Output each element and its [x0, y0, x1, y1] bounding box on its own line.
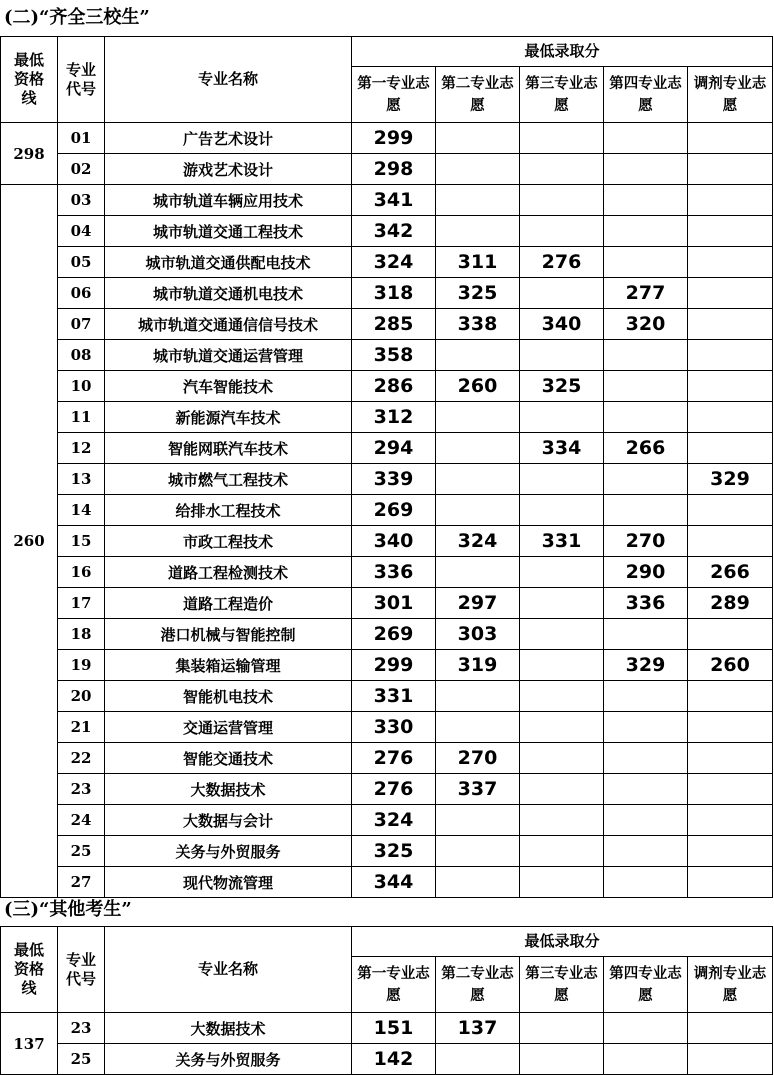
- major-code: 13: [58, 464, 105, 495]
- score-pref-1: 331: [352, 681, 436, 712]
- table-row: [1, 495, 773, 526]
- table-row: [1, 867, 773, 898]
- table-row: [1, 526, 773, 557]
- score-pref-5: [688, 371, 773, 402]
- header-min-score-group: 最低录取分: [352, 37, 773, 67]
- score-pref-2: 260: [436, 371, 520, 402]
- table-row: [1, 123, 773, 154]
- score-pref-1: 301: [352, 588, 436, 619]
- table-row: [1, 805, 773, 836]
- score-pref-5: [688, 712, 773, 743]
- score-pref-5: [688, 774, 773, 805]
- section-3-title: (三)“其他考生”: [4, 899, 132, 920]
- score-pref-4: [604, 464, 688, 495]
- major-name: 给排水工程技术: [105, 495, 352, 526]
- table-row: [1, 1044, 773, 1075]
- score-pref-4: [604, 712, 688, 743]
- score-pref-4: 270: [604, 526, 688, 557]
- score-pref-3: 276: [520, 247, 604, 278]
- score-pref-1: 325: [352, 836, 436, 867]
- score-pref-1: 151: [352, 1013, 436, 1044]
- score-pref-2: [436, 123, 520, 154]
- score-pref-4: [604, 216, 688, 247]
- score-pref-1: 294: [352, 433, 436, 464]
- score-pref-5: [688, 681, 773, 712]
- score-pref-2: [436, 340, 520, 371]
- table-row: [1, 371, 773, 402]
- score-pref-1: 330: [352, 712, 436, 743]
- major-code: 10: [58, 371, 105, 402]
- score-pref-2: 311: [436, 247, 520, 278]
- score-pref-4: [604, 495, 688, 526]
- score-pref-5: [688, 836, 773, 867]
- major-code: 23: [58, 1013, 105, 1044]
- score-pref-2: [436, 216, 520, 247]
- major-name: 城市轨道交通运营管理: [105, 340, 352, 371]
- score-pref-2: 319: [436, 650, 520, 681]
- score-pref-3: [520, 340, 604, 371]
- table-row: [1, 650, 773, 681]
- table-row: [1, 247, 773, 278]
- score-pref-2: 325: [436, 278, 520, 309]
- score-pref-3: [520, 185, 604, 216]
- score-pref-4: [604, 340, 688, 371]
- score-pref-2: [436, 185, 520, 216]
- score-pref-4: 329: [604, 650, 688, 681]
- major-name: 城市轨道交通通信信号技术: [105, 309, 352, 340]
- major-code: 15: [58, 526, 105, 557]
- score-pref-3: [520, 774, 604, 805]
- score-pref-3: [520, 681, 604, 712]
- score-pref-2: [436, 154, 520, 185]
- major-name: 智能机电技术: [105, 681, 352, 712]
- header-min-line: 最低资格线: [1, 927, 58, 1013]
- major-name: 现代物流管理: [105, 867, 352, 898]
- score-pref-1: 358: [352, 340, 436, 371]
- score-pref-1: 276: [352, 743, 436, 774]
- score-pref-3: [520, 402, 604, 433]
- section-3-table: [0, 926, 773, 1075]
- major-name: 大数据与会计: [105, 805, 352, 836]
- score-pref-5: [688, 216, 773, 247]
- major-code: 25: [58, 1044, 105, 1075]
- major-code: 21: [58, 712, 105, 743]
- score-pref-4: [604, 619, 688, 650]
- major-code: 07: [58, 309, 105, 340]
- score-pref-5: [688, 867, 773, 898]
- score-pref-4: 277: [604, 278, 688, 309]
- score-pref-2: 137: [436, 1013, 520, 1044]
- header-min-score-group: 最低录取分: [352, 927, 773, 957]
- table-row: [1, 464, 773, 495]
- score-pref-3: [520, 805, 604, 836]
- major-code: 27: [58, 867, 105, 898]
- score-pref-3: [520, 123, 604, 154]
- table-row: [1, 557, 773, 588]
- score-pref-4: [604, 154, 688, 185]
- major-code: 04: [58, 216, 105, 247]
- major-code: 16: [58, 557, 105, 588]
- table-row: [1, 774, 773, 805]
- table-row: [1, 619, 773, 650]
- major-name: 广告艺术设计: [105, 123, 352, 154]
- score-pref-4: 320: [604, 309, 688, 340]
- header-pref-1: 第一专业志愿: [352, 67, 436, 123]
- score-pref-1: 298: [352, 154, 436, 185]
- score-pref-2: [436, 867, 520, 898]
- header-pref-2: 第二专业志愿: [436, 67, 520, 123]
- score-pref-2: 270: [436, 743, 520, 774]
- score-pref-4: [604, 371, 688, 402]
- score-pref-2: [436, 712, 520, 743]
- score-pref-5: [688, 154, 773, 185]
- major-name: 游戏艺术设计: [105, 154, 352, 185]
- min-line-cell: 137: [1, 1013, 58, 1075]
- score-pref-4: [604, 681, 688, 712]
- major-code: 20: [58, 681, 105, 712]
- major-code: 24: [58, 805, 105, 836]
- table-row: [1, 743, 773, 774]
- major-name: 城市轨道车辆应用技术: [105, 185, 352, 216]
- score-pref-1: 340: [352, 526, 436, 557]
- score-pref-1: 142: [352, 1044, 436, 1075]
- score-pref-2: 303: [436, 619, 520, 650]
- score-pref-3: [520, 216, 604, 247]
- score-pref-5: 260: [688, 650, 773, 681]
- score-pref-5: [688, 1013, 773, 1044]
- score-pref-5: [688, 278, 773, 309]
- score-pref-2: [436, 805, 520, 836]
- header-pref-3: 第三专业志愿: [520, 957, 604, 1013]
- score-pref-3: 334: [520, 433, 604, 464]
- score-pref-1: 276: [352, 774, 436, 805]
- table-row: [1, 154, 773, 185]
- score-pref-3: [520, 154, 604, 185]
- score-pref-2: [436, 836, 520, 867]
- score-pref-3: 340: [520, 309, 604, 340]
- score-pref-3: [520, 619, 604, 650]
- major-name: 城市轨道交通工程技术: [105, 216, 352, 247]
- score-pref-4: [604, 1013, 688, 1044]
- score-pref-2: [436, 557, 520, 588]
- score-pref-3: [520, 1013, 604, 1044]
- score-pref-5: [688, 340, 773, 371]
- header-pref-5: 调剂专业志愿: [688, 67, 773, 123]
- score-pref-5: 266: [688, 557, 773, 588]
- score-pref-5: [688, 309, 773, 340]
- score-pref-4: [604, 1044, 688, 1075]
- major-name: 港口机械与智能控制: [105, 619, 352, 650]
- major-name: 汽车智能技术: [105, 371, 352, 402]
- major-code: 17: [58, 588, 105, 619]
- major-name: 集装箱运输管理: [105, 650, 352, 681]
- score-pref-4: [604, 774, 688, 805]
- score-pref-5: [688, 185, 773, 216]
- major-code: 03: [58, 185, 105, 216]
- score-pref-3: [520, 495, 604, 526]
- score-pref-3: [520, 278, 604, 309]
- major-name: 新能源汽车技术: [105, 402, 352, 433]
- header-pref-5: 调剂专业志愿: [688, 957, 773, 1013]
- score-pref-2: 324: [436, 526, 520, 557]
- min-line-cell: 260: [1, 185, 58, 898]
- score-pref-3: [520, 588, 604, 619]
- score-pref-1: 324: [352, 805, 436, 836]
- score-pref-1: 318: [352, 278, 436, 309]
- major-name: 市政工程技术: [105, 526, 352, 557]
- table-row: [1, 185, 773, 216]
- table-row: [1, 340, 773, 371]
- score-pref-4: [604, 836, 688, 867]
- score-pref-4: [604, 402, 688, 433]
- major-code: 19: [58, 650, 105, 681]
- header-code: 专业代号: [58, 37, 105, 123]
- header-pref-3: 第三专业志愿: [520, 67, 604, 123]
- score-pref-4: 290: [604, 557, 688, 588]
- score-pref-5: [688, 1044, 773, 1075]
- table-row: [1, 1013, 773, 1044]
- major-name: 城市轨道交通供配电技术: [105, 247, 352, 278]
- major-code: 11: [58, 402, 105, 433]
- table-row: [1, 278, 773, 309]
- header-min-line: 最低资格线: [1, 37, 58, 123]
- score-pref-5: [688, 743, 773, 774]
- major-name: 大数据技术: [105, 774, 352, 805]
- major-name: 智能网联汽车技术: [105, 433, 352, 464]
- header-name: 专业名称: [105, 37, 352, 123]
- score-pref-2: 337: [436, 774, 520, 805]
- score-pref-5: [688, 247, 773, 278]
- section-2-title: (二)“齐全三校生”: [4, 7, 150, 28]
- score-pref-3: [520, 712, 604, 743]
- header-pref-4: 第四专业志愿: [604, 67, 688, 123]
- score-pref-1: 344: [352, 867, 436, 898]
- score-pref-3: [520, 743, 604, 774]
- header-pref-4: 第四专业志愿: [604, 957, 688, 1013]
- score-pref-4: [604, 185, 688, 216]
- table-row: [1, 836, 773, 867]
- score-pref-3: 331: [520, 526, 604, 557]
- score-pref-5: [688, 402, 773, 433]
- major-code: 22: [58, 743, 105, 774]
- table-row: [1, 402, 773, 433]
- score-pref-1: 269: [352, 495, 436, 526]
- table-row: [1, 681, 773, 712]
- score-pref-2: [436, 433, 520, 464]
- score-pref-4: 266: [604, 433, 688, 464]
- major-name: 城市燃气工程技术: [105, 464, 352, 495]
- header-pref-1: 第一专业志愿: [352, 957, 436, 1013]
- score-pref-5: [688, 433, 773, 464]
- major-code: 18: [58, 619, 105, 650]
- major-code: 01: [58, 123, 105, 154]
- score-pref-1: 342: [352, 216, 436, 247]
- score-pref-4: [604, 805, 688, 836]
- score-pref-1: 269: [352, 619, 436, 650]
- score-pref-2: [436, 495, 520, 526]
- score-pref-3: [520, 464, 604, 495]
- score-pref-5: 289: [688, 588, 773, 619]
- score-pref-2: [436, 1044, 520, 1075]
- major-code: 12: [58, 433, 105, 464]
- major-code: 23: [58, 774, 105, 805]
- min-line-cell: 298: [1, 123, 58, 185]
- score-pref-5: 329: [688, 464, 773, 495]
- score-pref-1: 336: [352, 557, 436, 588]
- table-row: [1, 309, 773, 340]
- score-pref-3: [520, 1044, 604, 1075]
- score-pref-1: 286: [352, 371, 436, 402]
- score-pref-3: 325: [520, 371, 604, 402]
- header-code: 专业代号: [58, 927, 105, 1013]
- score-pref-5: [688, 495, 773, 526]
- score-pref-5: [688, 805, 773, 836]
- score-pref-4: [604, 743, 688, 774]
- major-name: 道路工程检测技术: [105, 557, 352, 588]
- major-code: 02: [58, 154, 105, 185]
- section-2-table: [0, 36, 773, 898]
- major-code: 06: [58, 278, 105, 309]
- major-code: 08: [58, 340, 105, 371]
- score-pref-2: 297: [436, 588, 520, 619]
- major-code: 14: [58, 495, 105, 526]
- table-row: [1, 433, 773, 464]
- score-pref-1: 285: [352, 309, 436, 340]
- score-pref-1: 299: [352, 650, 436, 681]
- score-pref-2: [436, 464, 520, 495]
- major-code: 25: [58, 836, 105, 867]
- score-pref-1: 341: [352, 185, 436, 216]
- score-pref-2: 338: [436, 309, 520, 340]
- score-pref-3: [520, 650, 604, 681]
- score-pref-4: 336: [604, 588, 688, 619]
- score-pref-2: [436, 681, 520, 712]
- score-pref-1: 324: [352, 247, 436, 278]
- score-pref-1: 339: [352, 464, 436, 495]
- score-pref-5: [688, 123, 773, 154]
- score-pref-5: [688, 619, 773, 650]
- major-name: 关务与外贸服务: [105, 1044, 352, 1075]
- score-pref-4: [604, 247, 688, 278]
- score-pref-1: 299: [352, 123, 436, 154]
- header-name: 专业名称: [105, 927, 352, 1013]
- score-pref-3: [520, 557, 604, 588]
- table-row: [1, 216, 773, 247]
- score-pref-5: [688, 526, 773, 557]
- table-row: [1, 588, 773, 619]
- score-pref-4: [604, 123, 688, 154]
- score-pref-4: [604, 867, 688, 898]
- major-name: 大数据技术: [105, 1013, 352, 1044]
- major-name: 智能交通技术: [105, 743, 352, 774]
- major-name: 交通运营管理: [105, 712, 352, 743]
- score-pref-2: [436, 402, 520, 433]
- major-name: 道路工程造价: [105, 588, 352, 619]
- score-pref-3: [520, 836, 604, 867]
- table-row: [1, 712, 773, 743]
- header-pref-2: 第二专业志愿: [436, 957, 520, 1013]
- major-name: 城市轨道交通机电技术: [105, 278, 352, 309]
- major-code: 05: [58, 247, 105, 278]
- score-pref-1: 312: [352, 402, 436, 433]
- score-pref-3: [520, 867, 604, 898]
- major-name: 关务与外贸服务: [105, 836, 352, 867]
